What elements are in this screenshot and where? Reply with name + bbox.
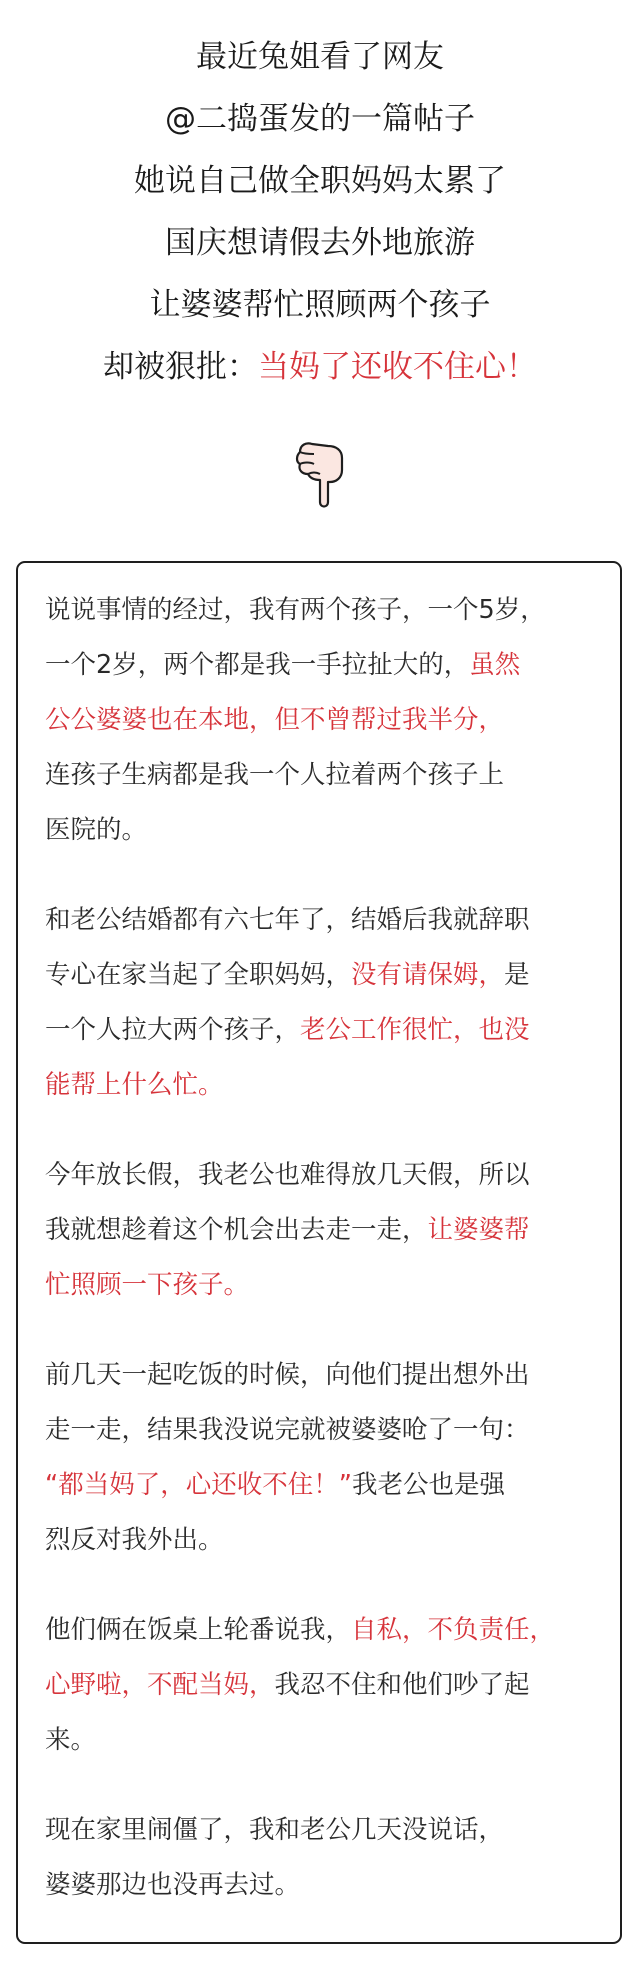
story-text: 一个人拉大两个孩子，	[45, 1015, 301, 1045]
story-line: 医院的。	[45, 815, 148, 845]
story-line	[45, 638, 600, 693]
intro-line-last	[0, 336, 640, 398]
story-line	[45, 1658, 600, 1713]
intro-line: 最近兔姐看了网友	[196, 39, 444, 75]
story-highlight: 自私，不负责任，	[351, 1615, 556, 1645]
story-highlight: 忙照顾一下孩子。	[45, 1270, 250, 1300]
story-line	[45, 1603, 600, 1658]
story-text: 是	[504, 960, 530, 990]
story-text: 我忍不住和他们吵了起	[274, 1670, 530, 1700]
story-line: 走一走，结果我没说完就被婆婆呛了一句：	[45, 1415, 530, 1445]
story-text: 他们俩在饭桌上轮番说我，	[45, 1615, 352, 1645]
story-text: 我老公也是强	[351, 1470, 505, 1500]
story-text: 专心在家当起了全职妈妈，	[45, 960, 352, 990]
story-paragraph-3	[45, 1148, 600, 1313]
intro-line: @二捣蛋发的一篇帖子	[165, 101, 475, 137]
story-highlight: 老公工作很忙，也没	[300, 1015, 530, 1045]
story-paragraph-1	[45, 583, 600, 858]
story-card	[16, 561, 622, 1944]
intro-line: 她说自己做全职妈妈太累了	[134, 163, 506, 199]
story-text: 我就想趁着这个机会出去走一走，	[45, 1215, 428, 1245]
story-highlight: 虽然	[469, 650, 521, 680]
story-line: 前几天一起吃饭的时候，向他们提出想外出	[45, 1360, 530, 1390]
story-line: 烈反对我外出。	[45, 1525, 224, 1555]
story-line: 现在家里闹僵了，我和老公几天没说话，	[45, 1815, 505, 1845]
story-line	[45, 1458, 600, 1513]
story-line: 和老公结婚都有六七年了，结婚后我就辞职	[45, 905, 530, 935]
story-line	[45, 1203, 600, 1258]
story-highlight: 没有请保姆，	[351, 960, 505, 990]
story-line: 婆婆那边也没再去过。	[45, 1870, 301, 1900]
intro-line: 让婆婆帮忙照顾两个孩子	[149, 287, 491, 323]
story-line: 连孩子生病都是我一个人拉着两个孩子上	[45, 760, 505, 790]
story-highlight: 公公婆婆也在本地，但不曾帮过我半分，	[45, 705, 505, 735]
intro-line-highlight: 当妈了还收不住心！	[258, 349, 537, 385]
story-line: 说说事情的经过，我有两个孩子，一个5岁，	[45, 595, 546, 625]
story-line	[45, 1003, 600, 1058]
story-paragraph-5	[45, 1603, 600, 1768]
story-highlight: “都当妈了，心还收不住！”	[45, 1470, 352, 1500]
story-text: 一个2岁，两个都是我一手拉扯大的，	[45, 650, 470, 680]
story-paragraph-4	[45, 1348, 600, 1568]
intro-line: 国庆想请假去外地旅游	[165, 225, 475, 261]
story-paragraph-2	[45, 893, 600, 1113]
intro-line-prefix: 却被狠批：	[103, 349, 258, 385]
story-line: 今年放长假，我老公也难得放几天假，所以	[45, 1160, 530, 1190]
intro-block	[0, 26, 640, 398]
story-highlight: 能帮上什么忙。	[45, 1070, 224, 1100]
story-line	[45, 948, 600, 1003]
story-highlight: 心野啦，不配当妈，	[45, 1670, 275, 1700]
pointing-down-hand-icon	[290, 440, 352, 512]
story-line: 来。	[45, 1725, 97, 1755]
story-highlight: 让婆婆帮	[427, 1215, 530, 1245]
story-paragraph-6	[45, 1803, 600, 1913]
